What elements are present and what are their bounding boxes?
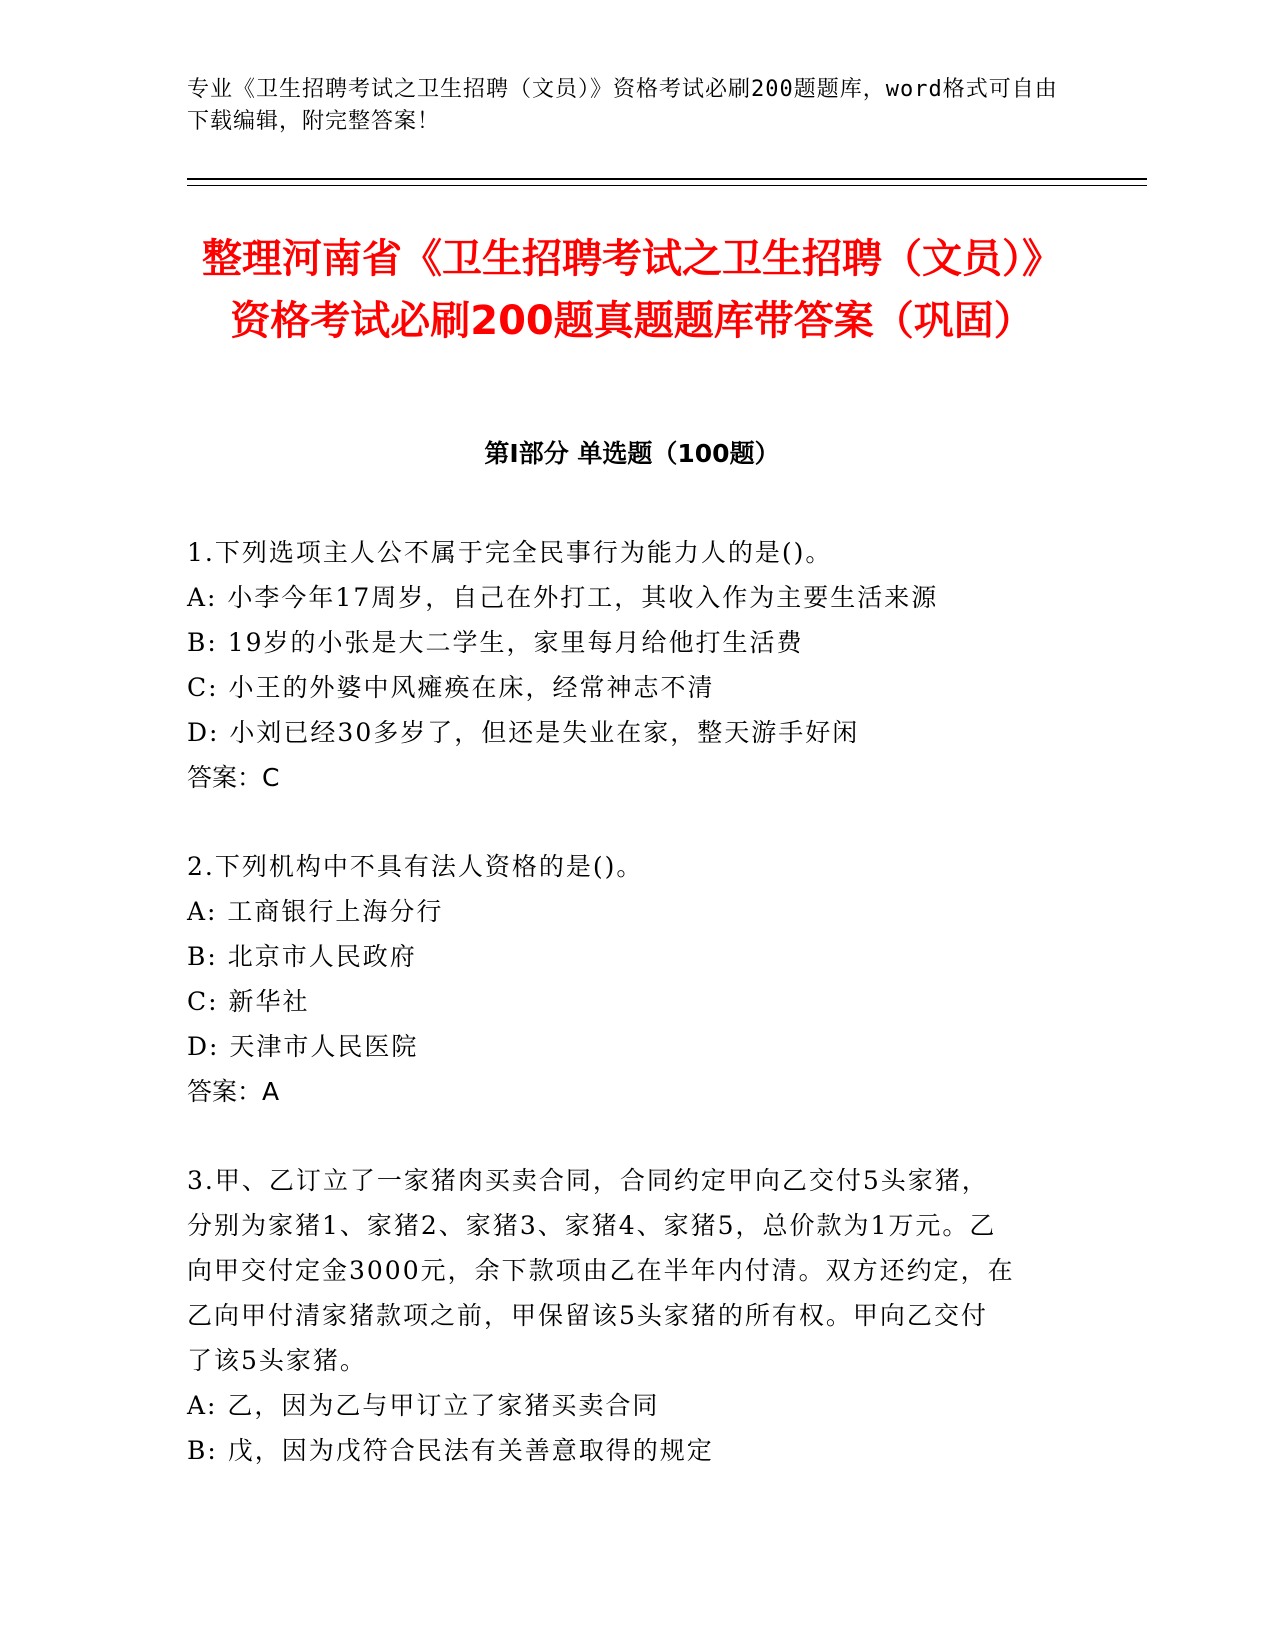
question-2 [187,844,1077,1114]
header-note: 专业《卫生招聘考试之卫生招聘（文员）》资格考试必刷200题题库，word格式可自由下载编辑，附完整答案！ [187,77,1058,134]
question-1 [187,530,1077,800]
section-title: 第Ⅰ部分 单选题（100题） [484,439,780,468]
option-c: C: 新华社 [187,987,310,1016]
option-d: D: 天津市人民医院 [187,1032,419,1061]
option-b: B: 北京市人民政府 [187,942,417,971]
question-list [187,530,1077,1517]
answer: 答案：A [187,1077,280,1106]
option-a: A: 工商银行上海分行 [187,897,444,926]
question-stem-line-4: 乙向甲付清家猪款项之前，甲保留该5头家猪的所有权。甲向乙交付 [187,1301,988,1330]
option-b: B: 19岁的小张是大二学生，家里每月给他打生活费 [187,628,804,657]
option-c: C: 小王的外婆中风瘫痪在床，经常神志不清 [187,673,715,702]
question-stem-line-1: 3.甲、乙订立了一家猪肉买卖合同，合同约定甲向乙交付5头家猪， [187,1166,989,1195]
question-stem: 1.下列选项主人公不属于完全民事行为能力人的是()。 [187,538,833,567]
question-stem: 2.下列机构中不具有法人资格的是()。 [187,852,644,881]
header-rule-thick [187,178,1147,180]
question-stem-line-2: 分别为家猪1、家猪2、家猪3、家猪4、家猪5，总价款为1万元。乙 [187,1211,997,1240]
question-stem-line-3: 向甲交付定金3000元，余下款项由乙在半年内付清。双方还约定，在 [187,1256,1015,1285]
option-a: A: 乙，因为乙与甲订立了家猪买卖合同 [187,1391,660,1420]
option-a: A: 小李今年17周岁，自己在外打工，其收入作为主要生活来源 [187,583,939,612]
header-rule-thin [187,185,1147,186]
question-3 [187,1158,1077,1473]
answer: 答案：C [187,763,280,792]
option-b: B: 戊，因为戊符合民法有关善意取得的规定 [187,1436,714,1465]
option-d: D: 小刘已经30多岁了，但还是失业在家，整天游手好闲 [187,718,860,747]
question-stem-line-5: 了该5头家猪。 [187,1346,367,1375]
document-title: 整理河南省《卫生招聘考试之卫生招聘（文员）》资格考试必刷200题真题题库带答案（巩固） [202,236,1062,344]
